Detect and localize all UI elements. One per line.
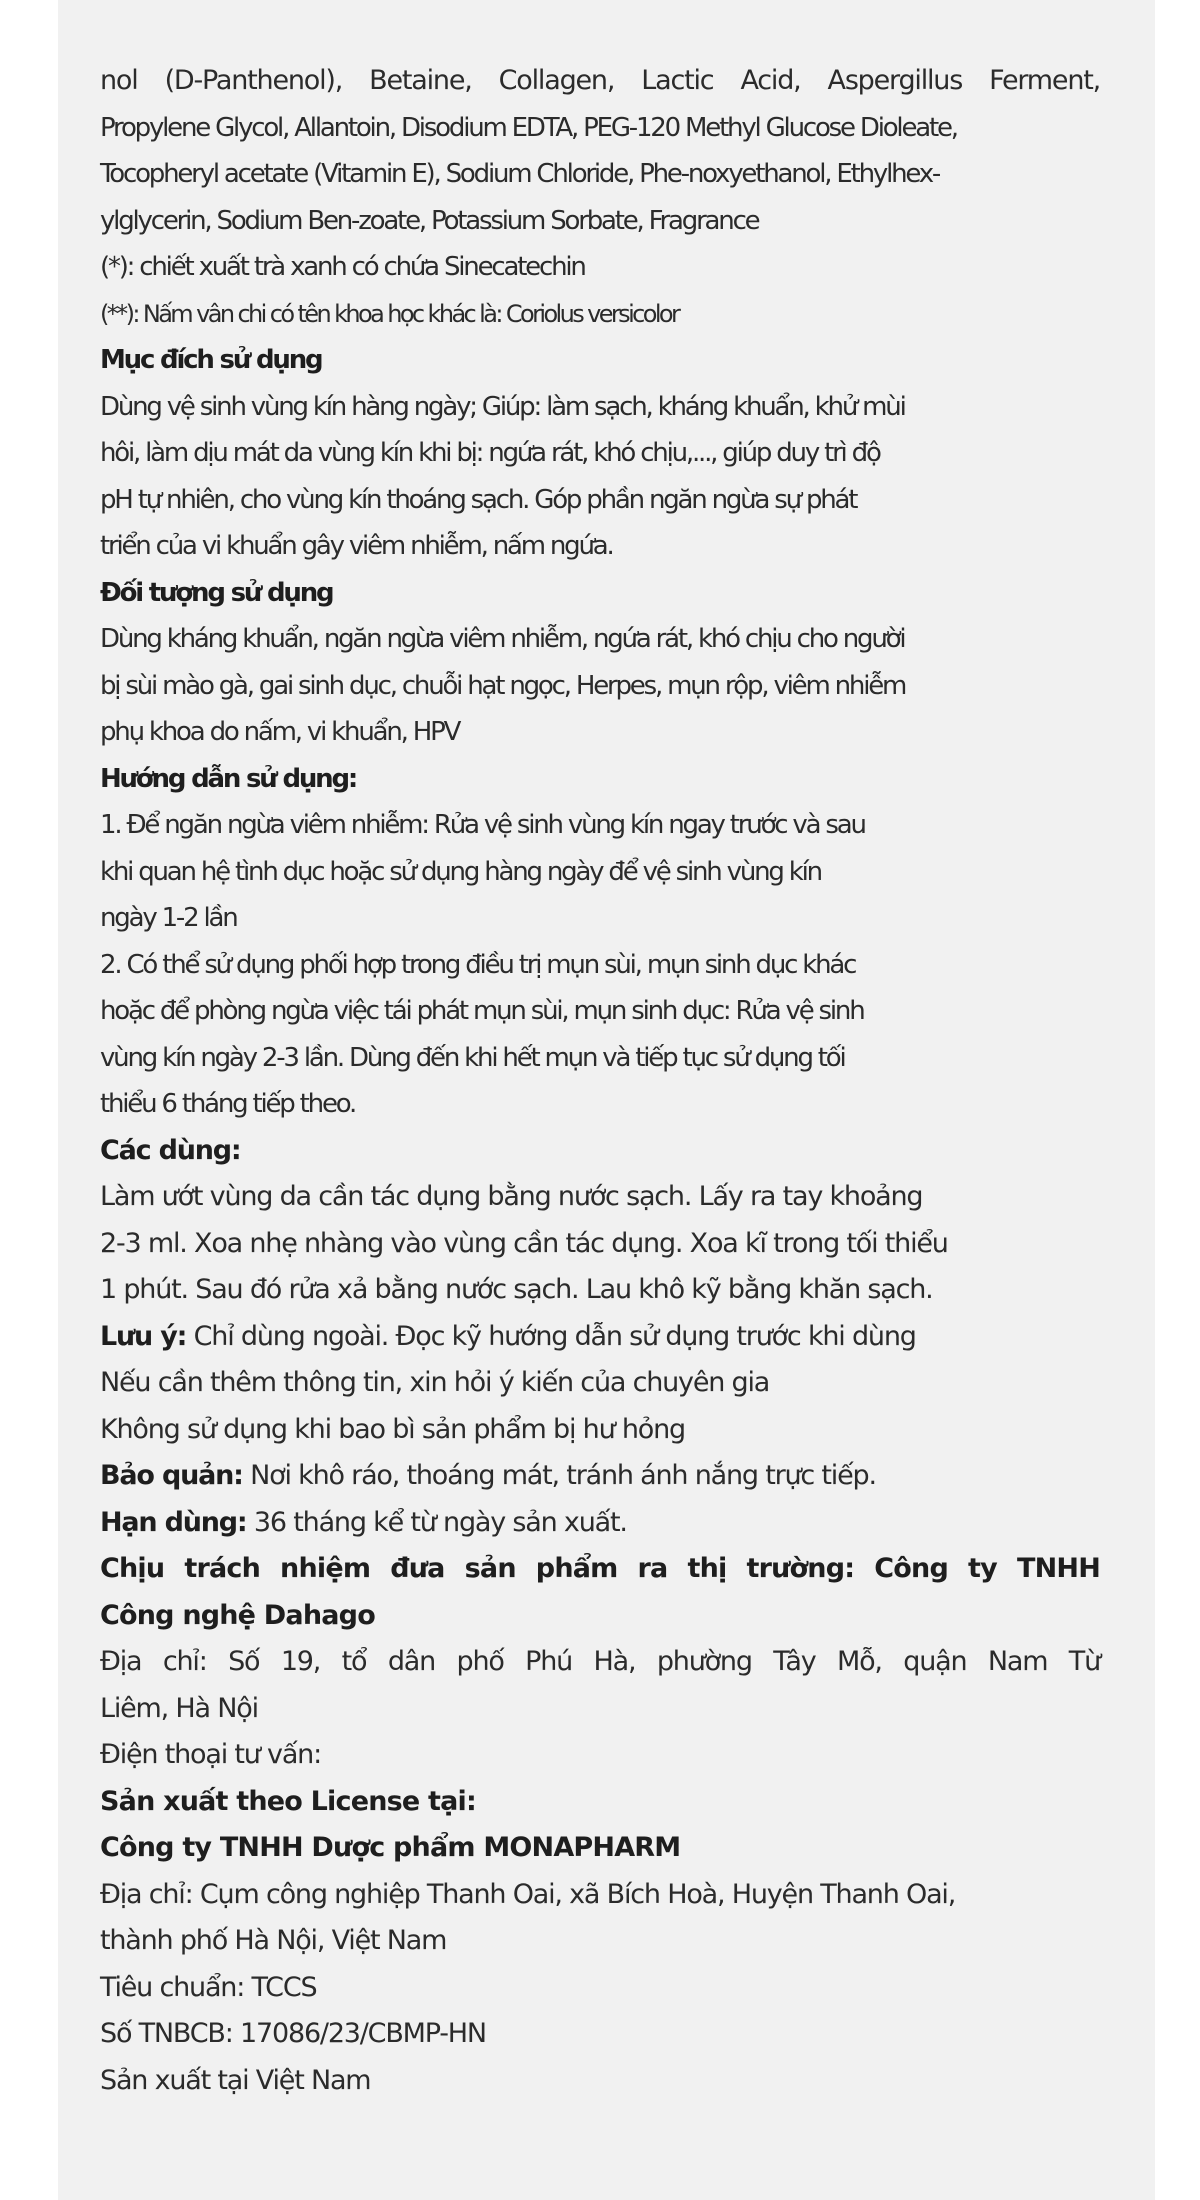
notes-line: Nếu cần thêm thông tin, xin hỏi ý kiến của chuyên gia xyxy=(100,1367,770,1398)
how-to-use-section xyxy=(100,1128,1100,1314)
target-users-line: phụ khoa do nấm, vi khuẩn, HPV xyxy=(100,717,460,747)
expiry-label: Hạn dùng: xyxy=(100,1506,247,1538)
storage-label: Bảo quản: xyxy=(100,1460,243,1491)
target-users-section xyxy=(100,570,1100,756)
manufacturer-heading: Sản xuất theo License tại: xyxy=(100,1785,477,1817)
purpose-line: pH tự nhiên, cho vùng kín thoáng sạch. Góp phần ngăn ngừa sự phát xyxy=(100,484,857,515)
purpose-line: triển của vi khuẩn gây viêm nhiễm, nấm ngứa. xyxy=(100,531,613,561)
purpose-line: hôi, làm dịu mát da vùng kín khi bị: ngứa rát, khó chịu,..., giúp duy trì độ xyxy=(100,438,880,468)
instructions-line: thiểu 6 tháng tiếp theo. xyxy=(100,1089,356,1119)
target-users-line: bị sùi mào gà, gai sinh dục, chuỗi hạt ngọc, Herpes, mụn rộp, viêm nhiễm xyxy=(100,670,906,701)
storage-text: Nơi khô ráo, thoáng mát, tránh ánh nắng trực tiếp. xyxy=(242,1460,876,1491)
how-to-use-line: 2-3 ml. Xoa nhẹ nhàng vào vùng cần tác dụng. Xoa kĩ trong tối thiểu xyxy=(100,1227,948,1259)
ingredients-section xyxy=(100,58,1100,337)
instructions-line: 2. Có thể sử dụng phối hợp trong điều trị mụn sùi, mụn sinh dục khác xyxy=(100,949,856,980)
ingredients-line: Propylene Glycol, Allantoin, Disodium EDTA, PEG-120 Methyl Glucose Dioleate, xyxy=(100,112,957,143)
product-label-text xyxy=(100,58,1100,2104)
notes-line xyxy=(100,1314,1100,1361)
notes-line: Không sử dụng khi bao bì sản phẩm bị hư hỏng xyxy=(100,1413,685,1445)
how-to-use-line: Làm ướt vùng da cần tác dụng bằng nước sạch. Lấy ra tay khoảng xyxy=(100,1181,923,1212)
expiry-line xyxy=(100,1500,1100,1547)
notes-label: Lưu ý: xyxy=(100,1320,187,1352)
purpose-line: Dùng vệ sinh vùng kín hàng ngày; Giúp: làm sạch, kháng khuẩn, khử mùi xyxy=(100,391,905,422)
manufacturer-address-line: Địa chỉ: Cụm công nghiệp Thanh Oai, xã Bích Hoà, Huyện Thanh Oai, xyxy=(100,1878,956,1910)
instructions-line: hoặc để phòng ngừa việc tái phát mụn sùi, mụn sinh dục: Rửa vệ sinh xyxy=(100,996,864,1026)
purpose-section xyxy=(100,337,1100,570)
manufacturer-origin: Sản xuất tại Việt Nam xyxy=(100,2064,371,2096)
notes-section xyxy=(100,1314,1100,1454)
instructions-section xyxy=(100,756,1100,1128)
instructions-line: khi quan hệ tình dục hoặc sử dụng hàng ngày để vệ sinh vùng kín xyxy=(100,856,821,887)
ingredients-line: ylglycerin, Sodium Ben-zoate, Potassium Sorbate, Fragrance xyxy=(100,205,759,236)
instructions-heading: Hướng dẫn sử dụng: xyxy=(100,763,357,794)
purpose-heading: Mục đích sử dụng xyxy=(100,345,322,375)
target-users-line: Dùng kháng khuẩn, ngăn ngừa viêm nhiễm, ngứa rát, khó chịu cho người xyxy=(100,624,905,654)
instructions-line: ngày 1-2 lần xyxy=(100,903,237,933)
distributor-line: Công nghệ Dahago xyxy=(100,1599,375,1631)
label-panel xyxy=(58,0,1155,2200)
storage-line xyxy=(100,1453,1100,1500)
manufacturer-name: Công ty TNHH Dược phẩm MONAPHARM xyxy=(100,1832,681,1863)
manufacturer-address-line: thành phố Hà Nội, Việt Nam xyxy=(100,1925,447,1956)
distributor-line: Chịu trách nhiệm đưa sản phẩm ra thị trường: Công ty TNHH xyxy=(100,1553,1100,1584)
storage-section xyxy=(100,1453,1100,1546)
target-users-heading: Đối tượng sử dụng xyxy=(100,577,333,608)
distributor-section xyxy=(100,1546,1100,1779)
footnote-green-tea: (*): chiết xuất trà xanh có chứa Sinecatechin xyxy=(100,252,585,282)
distributor-address-line: Liêm, Hà Nội xyxy=(100,1692,258,1724)
manufacturer-section xyxy=(100,1779,1100,2105)
ingredients-line: Tocopheryl acetate (Vitamin E), Sodium Chloride, Phe-noxyethanol, Ethylhex- xyxy=(100,159,940,189)
distributor-phone: Điện thoại tư vấn: xyxy=(100,1739,321,1770)
expiry-text: 36 tháng kể từ ngày sản xuất. xyxy=(246,1506,627,1538)
ingredients-line: nol (D-Panthenol), Betaine, Collagen, Lactic Acid, Aspergillus Ferment, xyxy=(100,65,1100,96)
how-to-use-line: 1 phút. Sau đó rửa xả bằng nước sạch. Lau khô kỹ bằng khăn sạch. xyxy=(100,1274,933,1305)
how-to-use-heading: Các dùng: xyxy=(100,1134,241,1166)
instructions-line: 1. Để ngăn ngừa viêm nhiễm: Rửa vệ sinh vùng kín ngay trước và sau xyxy=(100,810,865,840)
notes-text: Chỉ dùng ngoài. Đọc kỹ hướng dẫn sử dụng trước khi dùng xyxy=(186,1320,916,1352)
manufacturer-standard: Tiêu chuẩn: TCCS xyxy=(100,1971,317,2003)
instructions-line: vùng kín ngày 2-3 lần. Dùng đến khi hết mụn và tiếp tục sử dụng tối xyxy=(100,1042,845,1073)
distributor-address-line: Địa chỉ: Số 19, tổ dân phố Phú Hà, phường Tây Mỗ, quận Nam Từ xyxy=(100,1646,1100,1677)
footnote-mushroom: (**): Nấm vân chi có tên khoa học khác là: Coriolus versicolor xyxy=(100,299,679,328)
manufacturer-registration: Số TNBCB: 17086/23/CBMP-HN xyxy=(100,2018,486,2049)
